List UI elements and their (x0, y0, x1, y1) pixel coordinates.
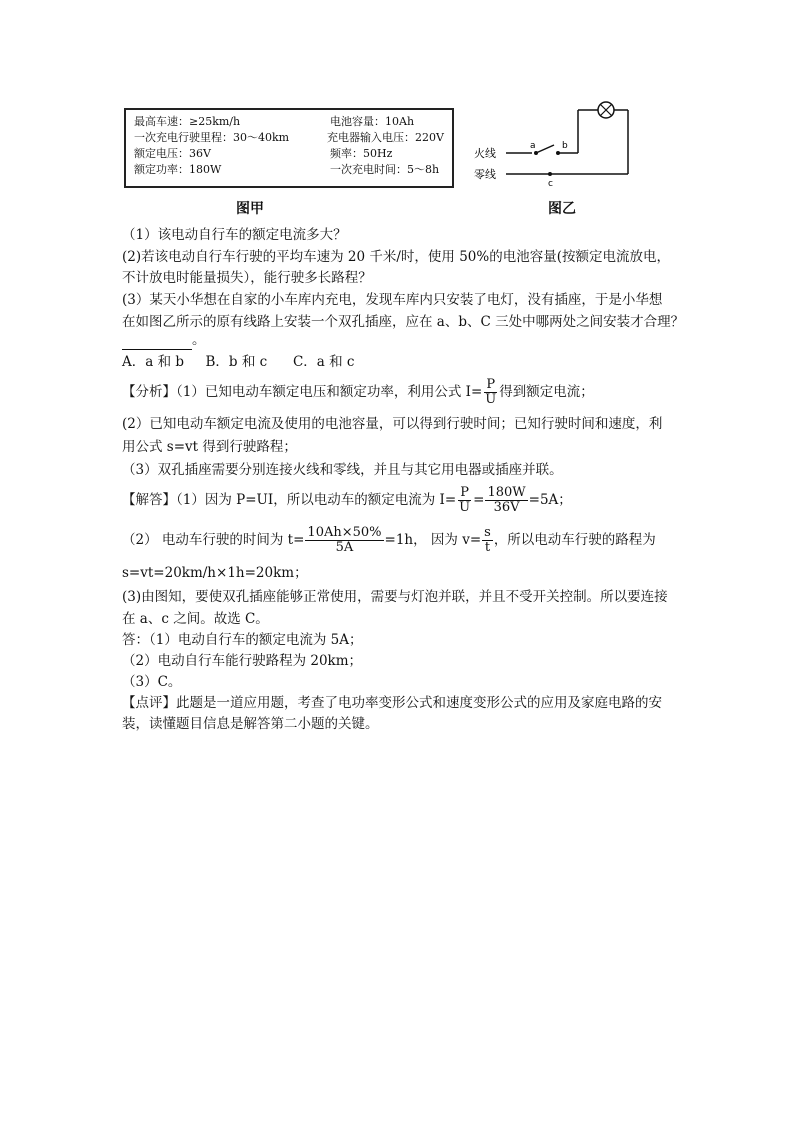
spec-row (134, 114, 444, 130)
answer-line3: （3）C。 (122, 674, 182, 690)
spec-row (134, 130, 444, 146)
solution-line3: s=vt=20km/h×1h=20km； (122, 565, 308, 581)
point-b-label: b (562, 141, 568, 151)
spec-row (134, 162, 444, 178)
circuit-diagram (470, 90, 650, 200)
period: 。 (192, 332, 206, 348)
spec-cell: 一次充电时间：5～8h (330, 163, 440, 176)
fraction (482, 526, 493, 555)
equals: = (473, 492, 485, 508)
fraction (305, 526, 383, 555)
fraction-p-over-u (483, 378, 498, 407)
spec-row (134, 146, 444, 162)
analysis-text: 得到额定电流； (499, 384, 594, 400)
solution-line4: (3)由图知，要使双孔插座能够正常使用，需要与灯泡并联，并且不受开关控制。所以要连接 (122, 589, 668, 605)
solution-line2 (122, 526, 656, 555)
spec-cell: 充电器输入电压：220V (327, 131, 444, 144)
analysis-line1 (122, 378, 594, 407)
numerator: P (460, 485, 470, 500)
figure-jia-caption: 图甲 (236, 201, 264, 217)
solution-text: 【解答】（1）因为 P=UI，所以电动车的额定电流为 I= (122, 492, 457, 508)
figure-yi-caption: 图乙 (548, 201, 576, 217)
denominator: 36V (493, 500, 520, 515)
question-2-line1: (2)若该电动自行车行驶的平均车速为 20 千米/时，使用 50%的电池容量(按额定电流放电， (122, 249, 670, 265)
options-row (122, 352, 355, 372)
question-3-line2: 在如图乙所示的原有线路上安装一个双孔插座，应在 a、b、C 三处中哪两处之间安装才合理？ (122, 314, 685, 330)
analysis-line3: 用公式 s=vt 得到行驶路程； (122, 439, 297, 455)
switch-blade (536, 145, 554, 153)
answer-line2: （2）电动自行车能行驶路程为 20km； (122, 653, 363, 669)
point-c-dot (548, 172, 552, 176)
answer-line1: 答：（1）电动自行车的额定电流为 5A； (122, 632, 363, 648)
spec-cell: 一次充电行驶里程：30～40km (134, 131, 290, 144)
analysis-text: 【分析】（1）已知电动车额定电压和额定功率，利用公式 I= (122, 384, 483, 400)
solution-line1 (122, 486, 572, 515)
spec-cell: 额定功率：180W (134, 163, 222, 176)
solution-text: =5A； (528, 492, 572, 508)
neutral-wire-label: 零线 (474, 168, 496, 181)
numerator: P (486, 377, 496, 392)
solution-line5: 在 a、c 之间。故选 C。 (122, 611, 269, 627)
spec-cell: 额定电压：36V (134, 147, 211, 160)
question-3-line3 (122, 330, 206, 350)
point-a-label: a (530, 141, 536, 151)
option-a: A．a 和 b (122, 354, 185, 370)
answer-blank (122, 335, 192, 350)
live-wire-label: 火线 (474, 147, 496, 160)
comment-line2: 装，读懂题目信息是解答第二小题的关键。 (122, 716, 379, 732)
solution-text: （2） 电动车行驶的时间为 t= (122, 532, 305, 548)
solution-text: ，所以电动车行驶的路程为 (493, 532, 656, 548)
question-2-line2: 不计放电时能量损失），能行驶多长路程？ (122, 270, 372, 286)
numerator: 10Ah×50% (307, 525, 382, 540)
solution-text: =1h， 因为 v= (384, 532, 482, 548)
option-b: B．b 和 c (205, 354, 268, 370)
comment-line1: 【点评】此题是一道应用题，考查了电功率变形公式和速度变形公式的应用及家庭电路的安 (122, 695, 662, 711)
spec-table (124, 108, 454, 188)
denominator: U (459, 500, 471, 515)
question-3-line1: (3）某天小华想在自家的小车库内充电，发现车库内只安装了电灯，没有插座，于是小华想 (122, 292, 663, 308)
numerator: s (484, 525, 491, 540)
question-1: （1）该电动自行车的额定电流多大？ (122, 227, 347, 243)
spec-cell: 最高车速：≥25km/h (134, 115, 241, 128)
fraction (485, 486, 527, 515)
spec-cell: 频率：50Hz (330, 147, 393, 160)
denominator: U (485, 392, 497, 407)
analysis-line2: (2）已知电动车额定电流及使用的电池容量，可以得到行驶时间；已知行驶时间和速度，利 (122, 416, 663, 432)
numerator: 180W (487, 485, 526, 500)
denominator: 5A (335, 540, 354, 555)
analysis-line4: （3）双孔插座需要分别连接火线和零线，并且与其它用电器或插座并联。 (122, 462, 563, 478)
option-c: C．a 和 c (292, 354, 355, 370)
point-c-label: c (548, 179, 553, 189)
fraction (457, 486, 472, 515)
denominator: t (484, 540, 491, 555)
spec-cell: 电池容量：10Ah (330, 115, 415, 128)
